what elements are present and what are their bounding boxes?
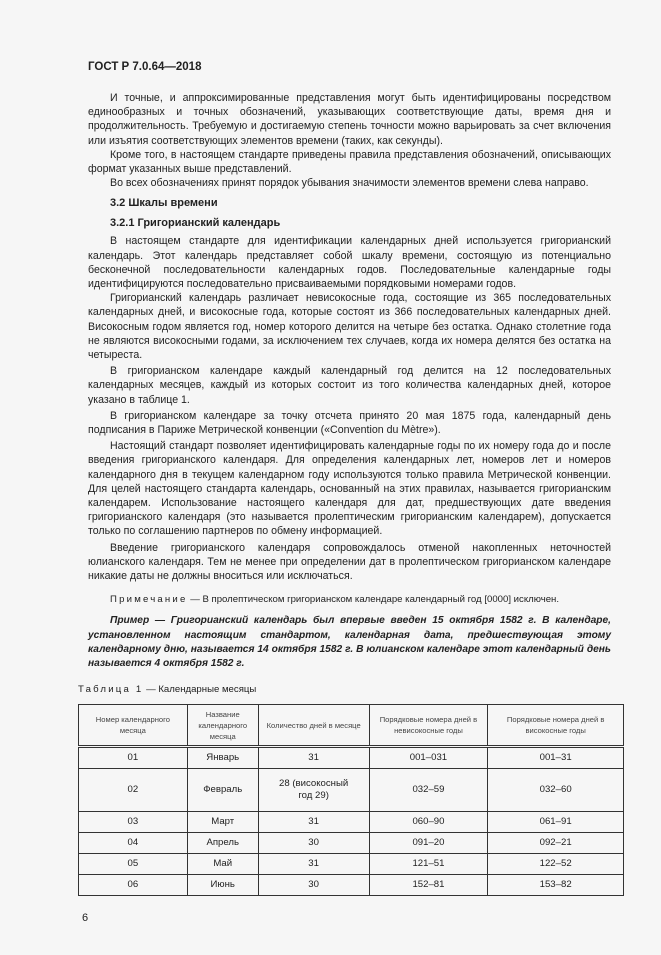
column-header: Порядковые номера дней в невисокосные годы <box>369 705 488 747</box>
table-caption <box>78 683 624 696</box>
document-header: ГОСТ Р 7.0.64—2018 <box>88 61 202 73</box>
table-cell: 122–52 <box>488 854 624 875</box>
table-label: Таблица 1 <box>78 684 144 696</box>
table-cell: 032–60 <box>488 769 624 812</box>
page-number: 6 <box>82 912 89 925</box>
paragraph: В григорианском календаре за точку отсчета принято 20 мая 1875 года, календарный день подписания в Париже Метрической конвенции («Convention du Mètre»). <box>88 409 611 437</box>
table-row <box>79 854 624 875</box>
note <box>110 593 624 606</box>
subsection-heading: 3.2.1 Григорианский календарь <box>110 217 281 230</box>
section-heading: 3.2 Шкалы времени <box>110 197 218 210</box>
table-cell: Июнь <box>187 875 258 896</box>
column-header: Количество дней в месяце <box>258 705 369 747</box>
paragraph: Введение григорианского календаря сопровождалось отменой накопленных неточностей юлианского календаря. Тем не менее при определении дат в пролептическом григорианском календаре никакие даты не должны вноситься или исключаться. <box>88 541 611 583</box>
table-cell: 001–31 <box>488 747 624 769</box>
table-cell: 152–81 <box>369 875 488 896</box>
table-cell: 31 <box>258 812 369 833</box>
table-title: — Календарные месяцы <box>143 684 257 696</box>
table-cell: 061–91 <box>488 812 624 833</box>
table-cell: 05 <box>79 854 188 875</box>
table-cell: 01 <box>79 747 188 769</box>
table-header-row <box>79 705 624 747</box>
table-row <box>79 769 624 812</box>
document-page <box>78 0 624 955</box>
table-cell: 091–20 <box>369 833 488 854</box>
main-section <box>88 234 611 583</box>
example-text: Пример — Григорианский календарь был впервые введен 15 октября 1582 г. В календаре, установленном настоящим стандартом, календарная дата, предшествующая этому календарному дню, называется 14 октября 1582 г. В юлианском календаре этот календарный день называется 4 октября 1582 г. <box>88 615 611 669</box>
table-cell: 30 <box>258 833 369 854</box>
table-cell: 001–031 <box>369 747 488 769</box>
paragraph: В григорианском календаре каждый календарный год делится на 12 последовательных календарных месяцев, каждый из которых состоит из того количества календарных дней, которое указано в таблице 1. <box>88 365 611 406</box>
table-cell: 092–21 <box>488 833 624 854</box>
table-cell: 28 (високосный год 29) <box>258 769 369 812</box>
note-text: — В пролептическом григорианском календаре календарный год [0000] исключен. <box>187 594 559 606</box>
paragraph: Настоящий стандарт позволяет идентифицировать календарные годы по их номеру года до и после введения григорианского календаря. Для определения календарных лет, номеров лет и номеров календарного дня в текущем календарном году используются только правила Метрической конвенции. Для целей настоящего стандарта календарь, основанный на этих правилах, называется григорианским календарем. Использование настоящего календаря для дат, предшествующих дате введения григорианского календаря (это называется пролептическим григорианским календарем), допускается только по соглашению партнеров по обмену информацией. <box>88 440 611 538</box>
table-cell: 31 <box>258 854 369 875</box>
table-cell: 03 <box>79 812 188 833</box>
table-cell: Февраль <box>187 769 258 812</box>
table-cell: 060–90 <box>369 812 488 833</box>
table-row <box>79 812 624 833</box>
calendar-months-table <box>78 704 624 896</box>
paragraph: И точные, и аппроксимированные представления могут быть идентифицированы посредством единообразных и точных обозначений, указывающих соответствующие даты, время дня и продолжительность. Требуемую и достигаемую степень точности можно варьировать за счет включения или изъятия соответствующих элементов времени (таких, как секунды). <box>88 92 611 147</box>
table-cell: 31 <box>258 747 369 769</box>
table-cell: 04 <box>79 833 188 854</box>
table-cell: Январь <box>187 747 258 769</box>
table-cell: 06 <box>79 875 188 896</box>
paragraph: Григорианский календарь различает невисокосные года, состоящие из 365 последовательных календарных дней, и високосные года, которые состоят из 366 последовательных календарных дней. Високосным годом является год, номер которого делится на четыре без остатка. Однако столетние года не являются високосными годами, за исключением тех случаев, когда их номера делятся без остатка на четыреста. <box>88 292 611 362</box>
table-row <box>79 875 624 896</box>
table-cell: 032–59 <box>369 769 488 812</box>
paragraph: Во всех обозначениях принят порядок убывания значимости элементов времени слева направо. <box>110 177 589 190</box>
table-cell: 121–51 <box>369 854 488 875</box>
intro-section <box>88 91 611 190</box>
paragraph: В настоящем стандарте для идентификации календарных дней используется григорианский календарь. Этот календарь представляет собой шкалу времени, состоящую из потенциально бесконечной последовательности календарных годов. Последовательные календарные годы идентифицируются последовательно присваиваемыми порядковыми номерами годов. <box>88 235 611 291</box>
table-cell: 153–82 <box>488 875 624 896</box>
example <box>88 614 611 671</box>
table-row <box>79 833 624 854</box>
table-cell: 02 <box>79 769 188 812</box>
column-header: Название календарного месяца <box>187 705 258 747</box>
table-cell: Март <box>187 812 258 833</box>
table-row <box>79 747 624 769</box>
table-cell: 30 <box>258 875 369 896</box>
paragraph: Кроме того, в настоящем стандарте приведены правила представления обозначений, описывающих формат указанных выше представлений. <box>88 148 611 176</box>
table-cell: Май <box>187 854 258 875</box>
note-label: Примечание <box>110 594 188 606</box>
column-header: Номер календарного месяца <box>79 705 188 747</box>
column-header: Порядковые номера дней в високосные годы <box>488 705 624 747</box>
table-cell: Апрель <box>187 833 258 854</box>
